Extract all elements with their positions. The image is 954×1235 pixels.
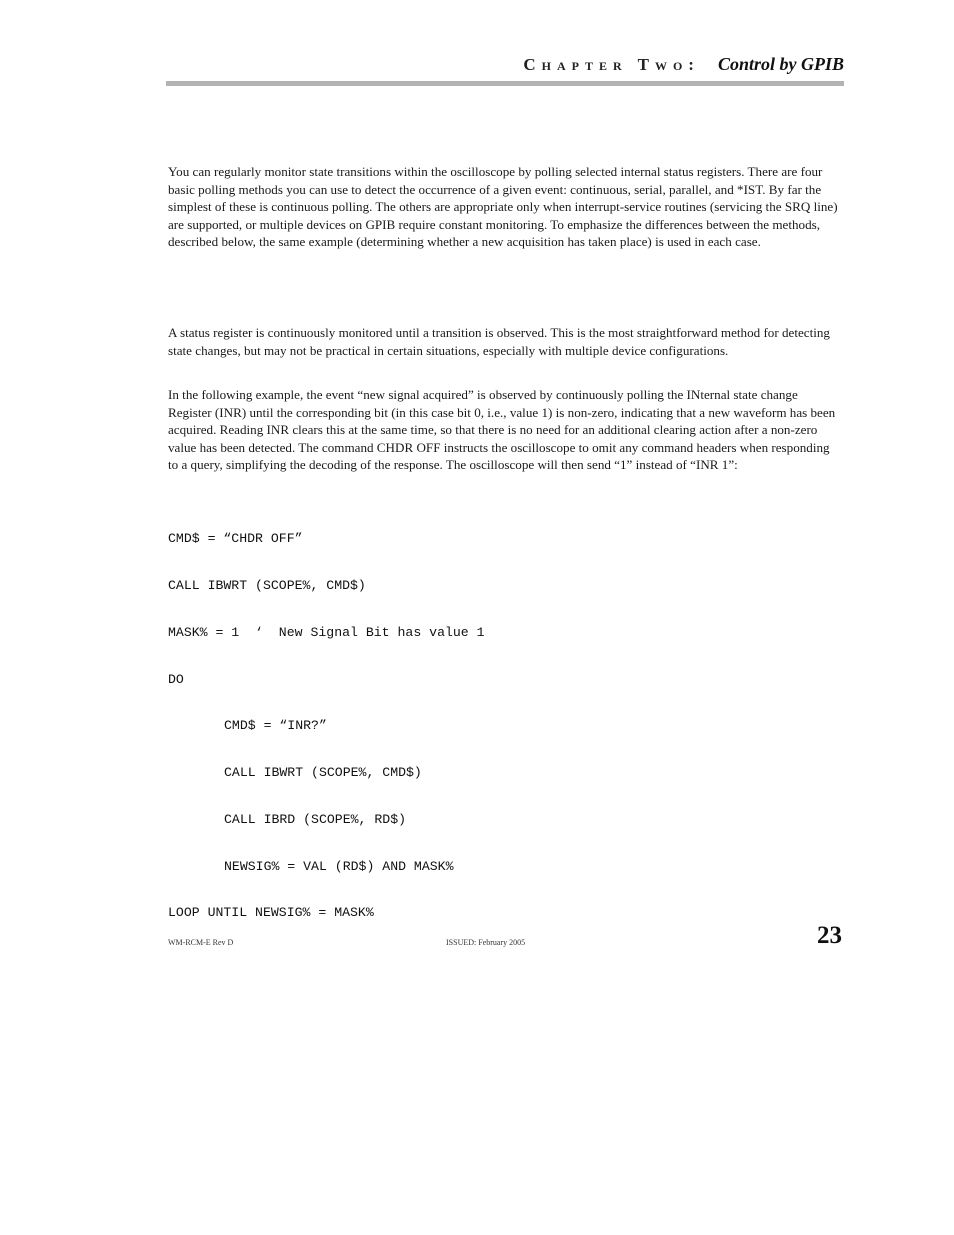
code-line: CMD$ = “INR?” [224,718,327,734]
code-line: CMD$ = “CHDR OFF” [168,531,303,547]
code-line: CALL IBWRT (SCOPE%, CMD$) [168,577,366,593]
footer-issued-date: ISSUED: February 2005 [446,938,526,947]
code-line: NEWSIG% = VAL (RD$) AND MASK% [224,858,454,874]
code-line: CALL IBWRT (SCOPE%, CMD$) [224,765,422,781]
running-header [166,54,844,80]
code-line: LOOP UNTIL NEWSIG% = MASK% [168,905,374,921]
page-number: 23 [817,922,842,949]
code-line: DO [168,671,184,687]
code-line: CALL IBRD (SCOPE%, RD$) [224,811,407,827]
section-title: Control by GPIB [717,54,844,74]
continuous-polling-paragraph: A status register is continuously monitored until a transition is observed. This is the most straightforward method for detecting state changes, but may not be practical in certain situations, especially with multiple device configurations. [168,325,830,358]
intro-paragraph: You can regularly monitor state transitions within the oscilloscope by polling selected internal status registers. There are four basic polling methods you can use to detect the occurrence of a given event: continuous, serial, parallel, and *IST. By far the simplest of these is continuous polling. The others are appropriate only when interrupt-service routines (servicing the SRQ line) are supported, or multiple devices on GPIB require constant monitoring. To emphasize the differences between the methods, described below, the same example (determining whether a new acquisition has taken place) is used in each case. [168,164,838,250]
chapter-label: Chapter Two: [523,55,700,74]
footer-doc-id: WM-RCM-E Rev D [168,938,234,947]
header-rule [166,81,844,86]
code-line: MASK% = 1 ‘ New Signal Bit has value 1 [168,624,485,640]
code-listing [168,500,485,937]
example-paragraph: In the following example, the event “new signal acquired” is observed by continuously polling the INternal state change Register (INR) until the corresponding bit (in this case bit 0, i.e., value 1) is non-zero, indicating that a new waveform has been acquired. Reading INR clears this at the same time, so that there is no need for an additional clearing action after a non-zero value has been detected. The command CHDR OFF instructs the oscilloscope to omit any command headers when responding to a query, simplifying the decoding of the response. The oscilloscope will then send “1” instead of “INR 1”: [168,387,836,473]
